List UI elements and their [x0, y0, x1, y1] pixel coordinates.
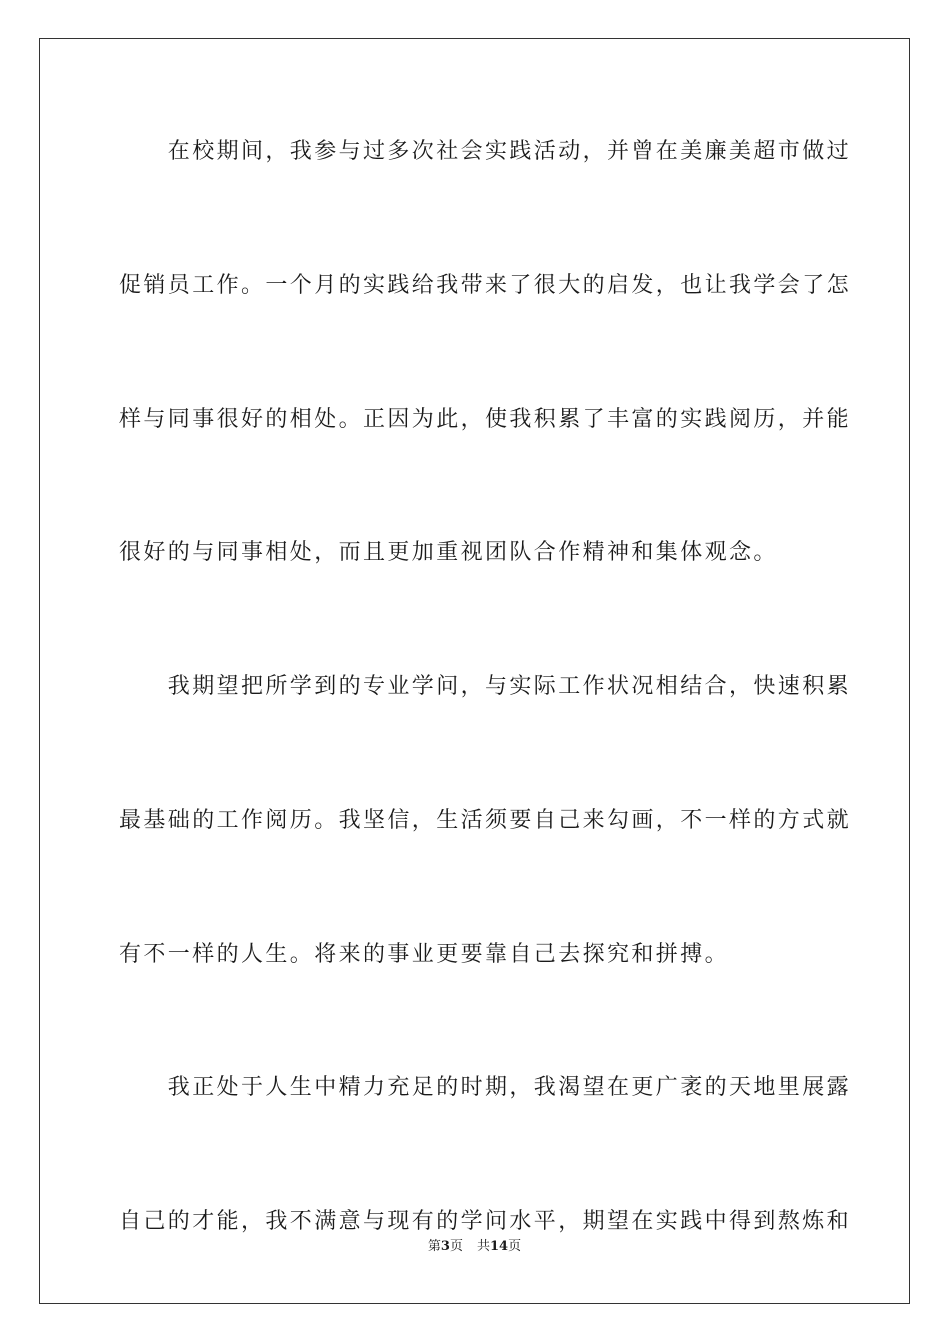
page-frame — [39, 38, 910, 1304]
total-suffix: 页 — [508, 1239, 522, 1254]
body-text — [119, 133, 852, 1241]
text-line: 在校期间，我参与过多次社会实践活动，并曾在美廉美超市做过 — [119, 139, 852, 164]
text-line: 我正处于人生中精力充足的时期，我渴望在更广袤的天地里展露 — [119, 1075, 852, 1100]
total-pages: 14 — [489, 1239, 509, 1254]
page-footer — [40, 1239, 909, 1255]
text-line: 很好的与同事相处，而且更加重视团队合作精神和集体观念。 — [119, 540, 778, 565]
text-line: 有不一样的人生。将来的事业更要靠自己去探究和拼搏。 — [119, 942, 730, 967]
text-line: 自己的才能，我不满意与现有的学问水平，期望在实践中得到熬炼和 — [119, 1209, 852, 1234]
page-prefix: 第 — [427, 1239, 441, 1254]
text-line: 促销员工作。一个月的实践给我带来了很大的启发，也让我学会了怎 — [119, 273, 852, 298]
total-prefix: 共 — [476, 1239, 490, 1254]
text-line: 样与同事很好的相处。正因为此，使我积累了丰富的实践阅历，并能 — [119, 407, 852, 432]
text-line: 我期望把所学到的专业学问，与实际工作状况相结合，快速积累 — [119, 674, 852, 699]
page-suffix: 页 — [449, 1239, 463, 1254]
text-line: 最基础的工作阅历。我坚信，生活须要自己来勾画，不一样的方式就 — [119, 808, 852, 833]
page-number: 3 — [440, 1239, 450, 1254]
